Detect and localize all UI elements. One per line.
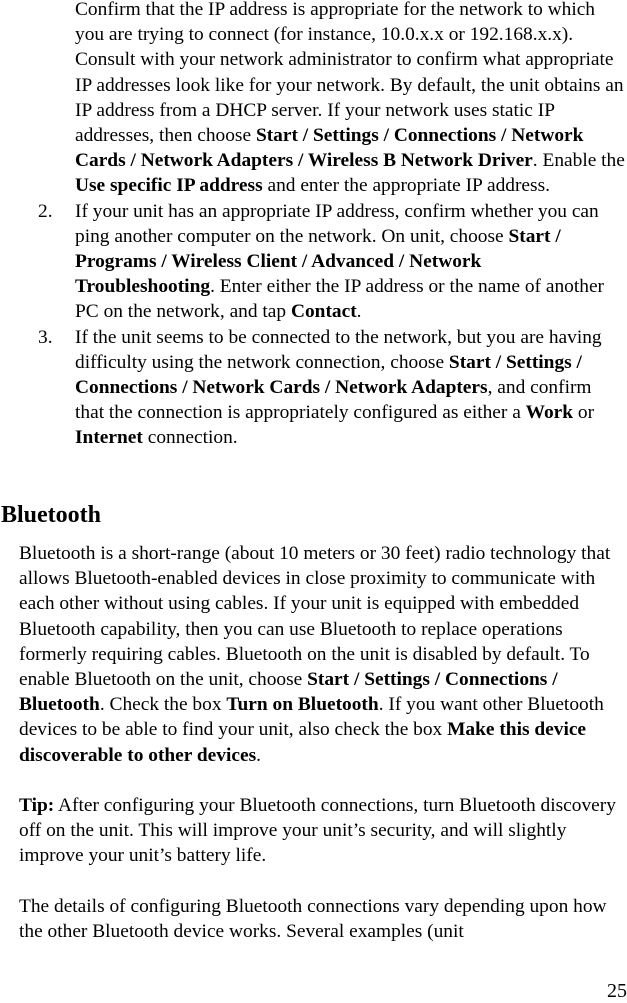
option-name: Internet: [75, 427, 143, 449]
section-heading: Bluetooth: [1, 502, 102, 528]
text-run: If the unit seems to be connected to the network, but you are having difficulty using the network connection, choose: [75, 326, 602, 373]
step-item: [0, 0, 627, 199]
paragraph: [19, 541, 625, 768]
step-number: 2.: [38, 200, 53, 222]
step-item: [0, 199, 627, 325]
menu-path: Start / Settings / Connections / Network Cards / Network Adapters / Wireless B Network Driver: [75, 125, 584, 172]
option-name: Turn on Bluetooth: [226, 694, 379, 716]
step-text: [75, 0, 625, 196]
option-name: Contact: [290, 301, 357, 323]
option-name: Use specific IP address: [75, 175, 263, 197]
text-run: connection.: [142, 427, 238, 449]
paragraph-spacer: [19, 768, 625, 793]
text-run: The details of configuring Bluetooth connections vary depending upon how the other Bluetooth device works. Several examples (unit: [19, 895, 607, 943]
option-name: Make this device discoverable to other devices: [19, 719, 587, 766]
numbered-steps-list: [0, 0, 627, 451]
text-run: After configuring your Bluetooth connections, turn Bluetooth discovery off on the unit. This will improve your unit’s security, and will slightly improve your unit’s battery life.: [19, 795, 616, 867]
page-number: 25: [607, 980, 627, 1002]
step-number: 3.: [38, 326, 53, 348]
option-name: Work: [525, 402, 574, 424]
text-run: , and confirm that the connection is appropriately configured as either a: [75, 377, 592, 424]
text-run: . Check the box: [99, 694, 227, 716]
text-run: . If you want other Bluetooth devices to be able to find your unit, also check the box: [19, 694, 604, 741]
text-run: If your unit has an appropriate IP address, confirm whether you can ping another computer on the network. On unit, choose: [75, 200, 599, 247]
paragraph-spacer: [19, 869, 625, 894]
text-run: and enter the appropriate IP address.: [262, 175, 550, 197]
text-run: .: [356, 301, 362, 323]
text-run: .: [256, 744, 261, 766]
paragraph: [19, 894, 625, 944]
menu-path: Start / Programs / Wireless Client / Advanced / Network Troubleshooting: [75, 225, 561, 298]
menu-path: Start / Settings / Connections / Network Cards / Network Adapters: [75, 351, 582, 399]
text-run: or: [573, 402, 595, 424]
text-run: Bluetooth is a short-range (about 10 meters or 30 feet) radio technology that allows Bluetooth-enabled devices in close proximity to communicate with each other without using cables. If your unit is equipped with embedded Bluetooth capability, then you can use Bluetooth to replace operations formerly requiring cables. Bluetooth on the unit is disabled by default. To enable Bluetooth on the unit, choose: [19, 543, 611, 691]
text-run: Confirm that the IP address is appropriate for the network to which you are trying to connect (for instance, 10.0.x.x or 192.168.x.x). Consult with your network administrator to confirm what appropriate IP addresses look like for your network. By default, the unit obtains an IP address from a DHCP server. If your network uses static IP addresses, then choose: [75, 0, 624, 147]
step-text: [75, 201, 604, 323]
tip-paragraph: [19, 793, 625, 869]
tip-label: Tip:: [19, 795, 55, 817]
menu-path: Start / Settings / Connections / Bluetooth: [19, 669, 558, 716]
step-item: [0, 325, 627, 451]
text-run: . Enable the: [532, 150, 625, 172]
section-body: [19, 541, 625, 944]
text-run: . Enter either the IP address or the name of another PC on the network, and tap: [75, 276, 605, 323]
step-text: [75, 327, 602, 449]
